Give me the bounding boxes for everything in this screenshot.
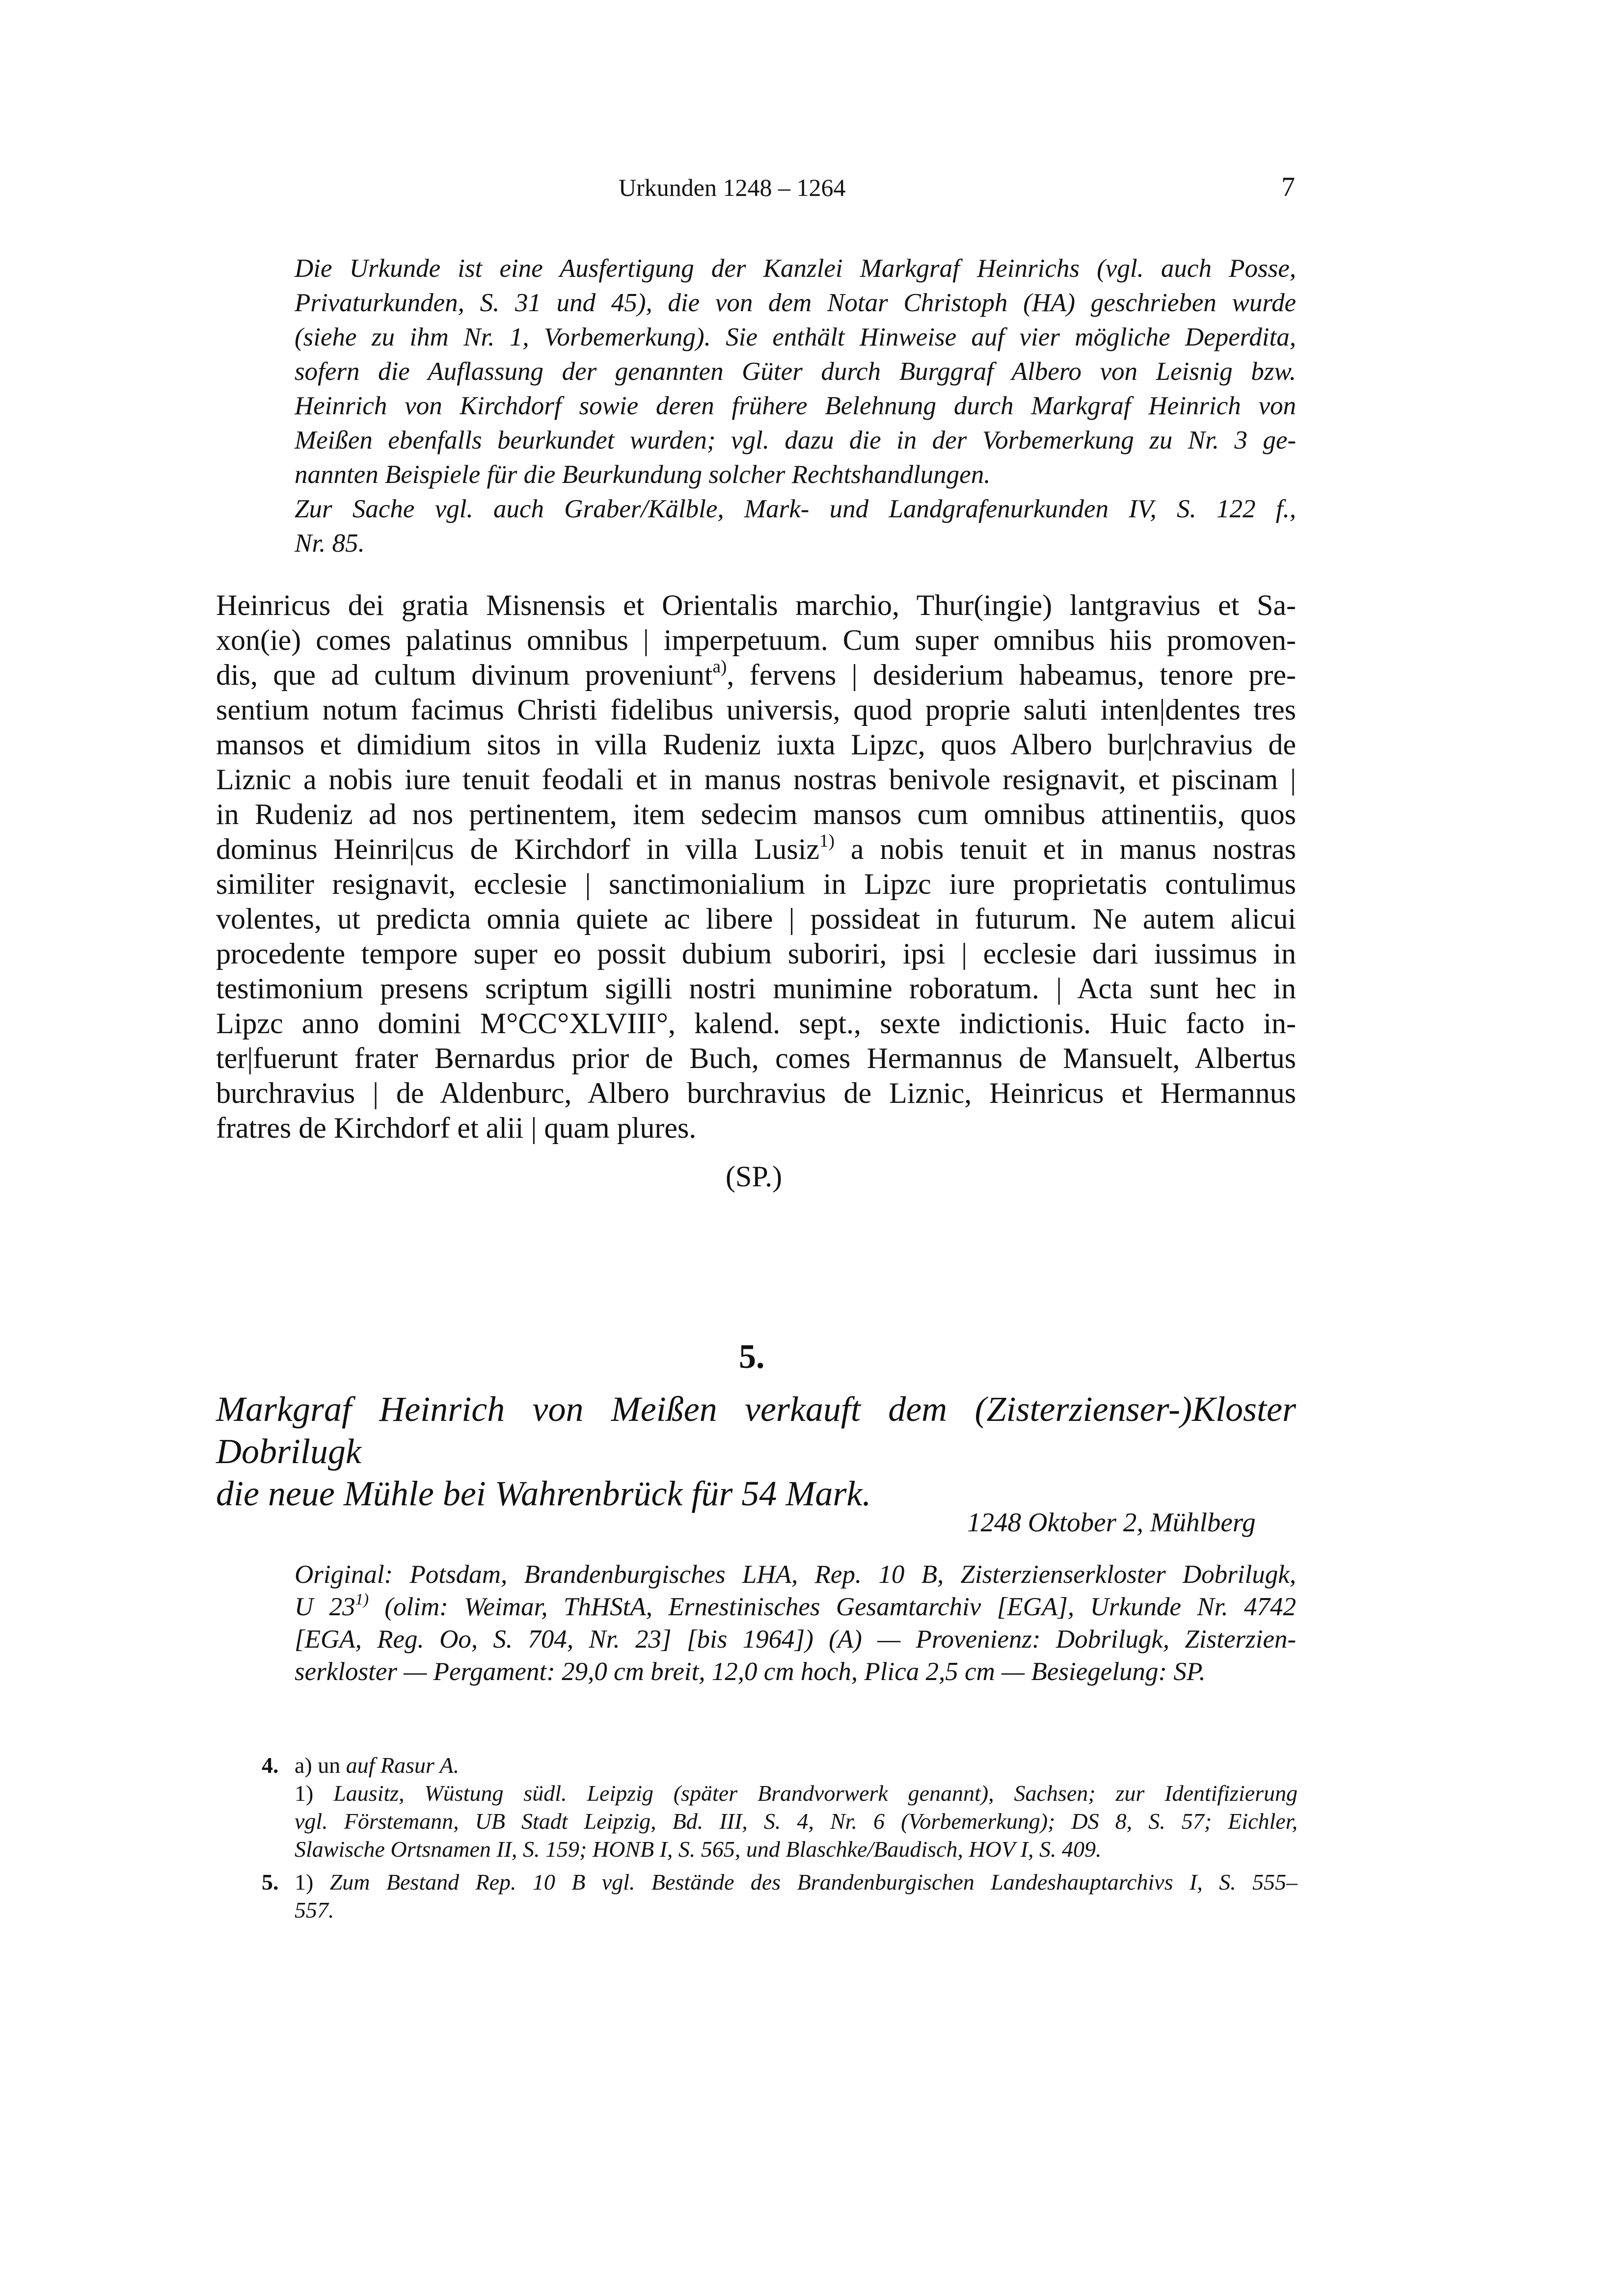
charter-line: xon(ie) comes palatinus omnibus | imperpetuum. Cum super omnibus hiis promoven- bbox=[216, 624, 1296, 656]
footnote-text: auf Rasur A. bbox=[346, 1753, 460, 1778]
footnote-marker: 1) bbox=[819, 831, 835, 852]
charter-line: mansos et dimidium sitos in villa Rudeniz iuxta Lipzc, quos Albero bur|chravius de bbox=[216, 728, 1296, 761]
charter-line-part: dominus Heinri|cus de Kirchdorf in villa Lusiz bbox=[216, 833, 820, 865]
remarks-line: Heinrich von Kirchdorf sowie deren frühere Belehnung durch Markgraf Heinrich von bbox=[295, 392, 1296, 420]
preliminary-remarks bbox=[295, 251, 1296, 561]
charter-text bbox=[216, 588, 1296, 1146]
charter-line: Lipzc anno domini M°CC°XLVIII°, kalend. sept., sexte indictionis. Huic facto in- bbox=[216, 1007, 1296, 1040]
charter-line: sentium notum facimus Christi fidelibus universis, quod proprie saluti inten|dentes tres bbox=[216, 694, 1296, 726]
remarks-line: (siehe zu ihm Nr. 1, Vorbemerkung). Sie enthält Hinweise auf vier mögliche Deperdita, bbox=[295, 323, 1296, 351]
charter-line: volentes, ut predicta omnia quiete ac libere | possideat in futurum. Ne autem alicui bbox=[216, 903, 1296, 935]
footnote-group-5 bbox=[262, 1868, 1298, 1924]
charter-line-part: , fervens | desiderium habeamus, tenore pre- bbox=[727, 659, 1296, 691]
footnote-marker: 1) bbox=[355, 1591, 369, 1609]
charter-line bbox=[216, 832, 1296, 867]
footnotes bbox=[262, 1751, 1298, 1929]
charter-line-part: dis, que ad cultum divinum proveniunt bbox=[216, 659, 713, 691]
tradition-line: serkloster — Pergament: 29,0 cm breit, 12,0 cm hoch, Plica 2,5 cm — Besiegelung: SP. bbox=[295, 1657, 1206, 1686]
footnote-line bbox=[295, 1751, 1298, 1779]
footnote-line: Slawische Ortsnamen II, S. 159; HONB I, S. 565, und Blaschke/Baudisch, HOV I, S. 409. bbox=[295, 1837, 1102, 1862]
charter-line: Liznic a nobis iure tenuit feodali et in manus nostras benivole resignavit, et piscinam | bbox=[216, 763, 1296, 796]
tradition-line-part: (olim: Weimar, ThHStA, Ernestinisches Gesamtarchiv [EGA], Urkunde Nr. 4742 bbox=[369, 1593, 1296, 1621]
footnote-group-label: 4. bbox=[262, 1753, 279, 1778]
regest-line: die neue Mühle bei Wahrenbrück für 54 Mark. bbox=[216, 1474, 871, 1513]
footnote-marker: a) bbox=[295, 1753, 318, 1778]
footnote-marker: 1) bbox=[295, 1781, 334, 1806]
charter-line: burchravius | de Aldenburc, Albero burchravius de Liznic, Heinricus et Hermannus bbox=[216, 1077, 1296, 1109]
document-number: 5. bbox=[739, 1338, 765, 1376]
footnote-line: vgl. Förstemann, UB Stadt Leipzig, Bd. III, S. 4, Nr. 6 (Vorbemerkung); DS 8, S. 57; Eichler, bbox=[295, 1809, 1298, 1834]
footnote-marker: a) bbox=[712, 657, 727, 677]
footnote-line: 557. bbox=[295, 1897, 334, 1922]
footnote-line bbox=[295, 1779, 1298, 1807]
charter-line: similiter resignavit, ecclesie | sanctimonialium in Lipzc iure proprietatis contulimus bbox=[216, 868, 1296, 900]
charter-line bbox=[216, 658, 1296, 693]
charter-line-part: a nobis tenuit et in manus nostras bbox=[835, 833, 1296, 865]
tradition-note bbox=[295, 1558, 1296, 1688]
footnote-a bbox=[295, 1751, 1298, 1779]
charter-line: fratres de Kirchdorf et alii | quam plures. bbox=[216, 1112, 697, 1144]
footnote-word: un bbox=[318, 1753, 346, 1778]
dating-line: 1248 Oktober 2, Mühlberg bbox=[967, 1507, 1256, 1537]
remarks-line: nannten Beispiele für die Beurkundung solcher Rechtshandlungen. bbox=[295, 460, 991, 489]
page-number: 7 bbox=[1281, 172, 1295, 202]
footnote-1 bbox=[295, 1779, 1298, 1863]
charter-line: testimonium presens scriptum sigilli nostri munimine roboratum. | Acta sunt hec in bbox=[216, 972, 1296, 1005]
footnote-marker: 1) bbox=[295, 1869, 330, 1895]
footnote-group-4 bbox=[262, 1751, 1298, 1863]
remarks-line: Nr. 85. bbox=[295, 529, 365, 558]
tradition-line: [EGA, Reg. Oo, S. 704, Nr. 23] [bis 1964]) (A) — Provenienz: Dobrilugk, Zisterzien- bbox=[295, 1625, 1296, 1654]
tradition-line bbox=[295, 1591, 1296, 1623]
regest-line: Markgraf Heinrich von Meißen verkauft dem (Zisterzienser-)Kloster Dobrilugk bbox=[216, 1389, 1296, 1471]
regest-heading bbox=[216, 1388, 1296, 1515]
charter-line: procedente tempore super eo possit dubium suboriri, ipsi | ecclesie dari iussimus in bbox=[216, 937, 1296, 970]
charter-line: Heinricus dei gratia Misnensis et Orientalis marchio, Thur(ingie) lantgravius et Sa- bbox=[216, 589, 1296, 621]
tradition-line: Original: Potsdam, Brandenburgisches LHA, Rep. 10 B, Zisterzienserkloster Dobrilugk, bbox=[295, 1560, 1296, 1589]
footnote-1 bbox=[295, 1868, 1298, 1924]
charter-line: in Rudeniz ad nos pertinentem, item sedecim mansos cum omnibus attinentiis, quos bbox=[216, 798, 1296, 830]
remarks-line: Zur Sache vgl. auch Graber/Kälble, Mark- und Landgrafenurkunden IV, S. 122 f., bbox=[295, 495, 1296, 523]
charter-line: ter|fuerunt frater Bernardus prior de Buch, comes Hermannus de Mansuelt, Albertus bbox=[216, 1042, 1296, 1074]
footnote-group-label: 5. bbox=[262, 1869, 279, 1895]
footnote-line bbox=[295, 1868, 1298, 1896]
tradition-line-part: U 23 bbox=[295, 1593, 355, 1621]
footnote-group-body bbox=[295, 1751, 1298, 1863]
footnote-group-body bbox=[295, 1868, 1298, 1924]
footnote-text: Lausitz, Wüstung südl. Leipzig (später Brandvorwerk genannt), Sachsen; zur Identifizierung bbox=[333, 1781, 1298, 1806]
remarks-line: Die Urkunde ist eine Ausfertigung der Kanzlei Markgraf Heinrichs (vgl. auch Posse, bbox=[295, 254, 1296, 283]
footnote-text: Zum Bestand Rep. 10 B vgl. Bestände des Brandenburgischen Landeshauptarchivs I, S. 555– bbox=[329, 1869, 1298, 1895]
remarks-line: Meißen ebenfalls beurkundet wurden; vgl. dazu die in der Vorbemerkung zu Nr. 3 ge- bbox=[295, 426, 1296, 454]
seal-note: (SP.) bbox=[726, 1160, 783, 1193]
running-head: Urkunden 1248 – 1264 bbox=[619, 174, 846, 201]
remarks-line: sofern die Auflassung der genannten Güter durch Burggraf Albero von Leisnig bzw. bbox=[295, 357, 1296, 386]
remarks-line: Privaturkunden, S. 31 und 45), die von dem Notar Christoph (HA) geschrieben wurde bbox=[295, 289, 1296, 317]
